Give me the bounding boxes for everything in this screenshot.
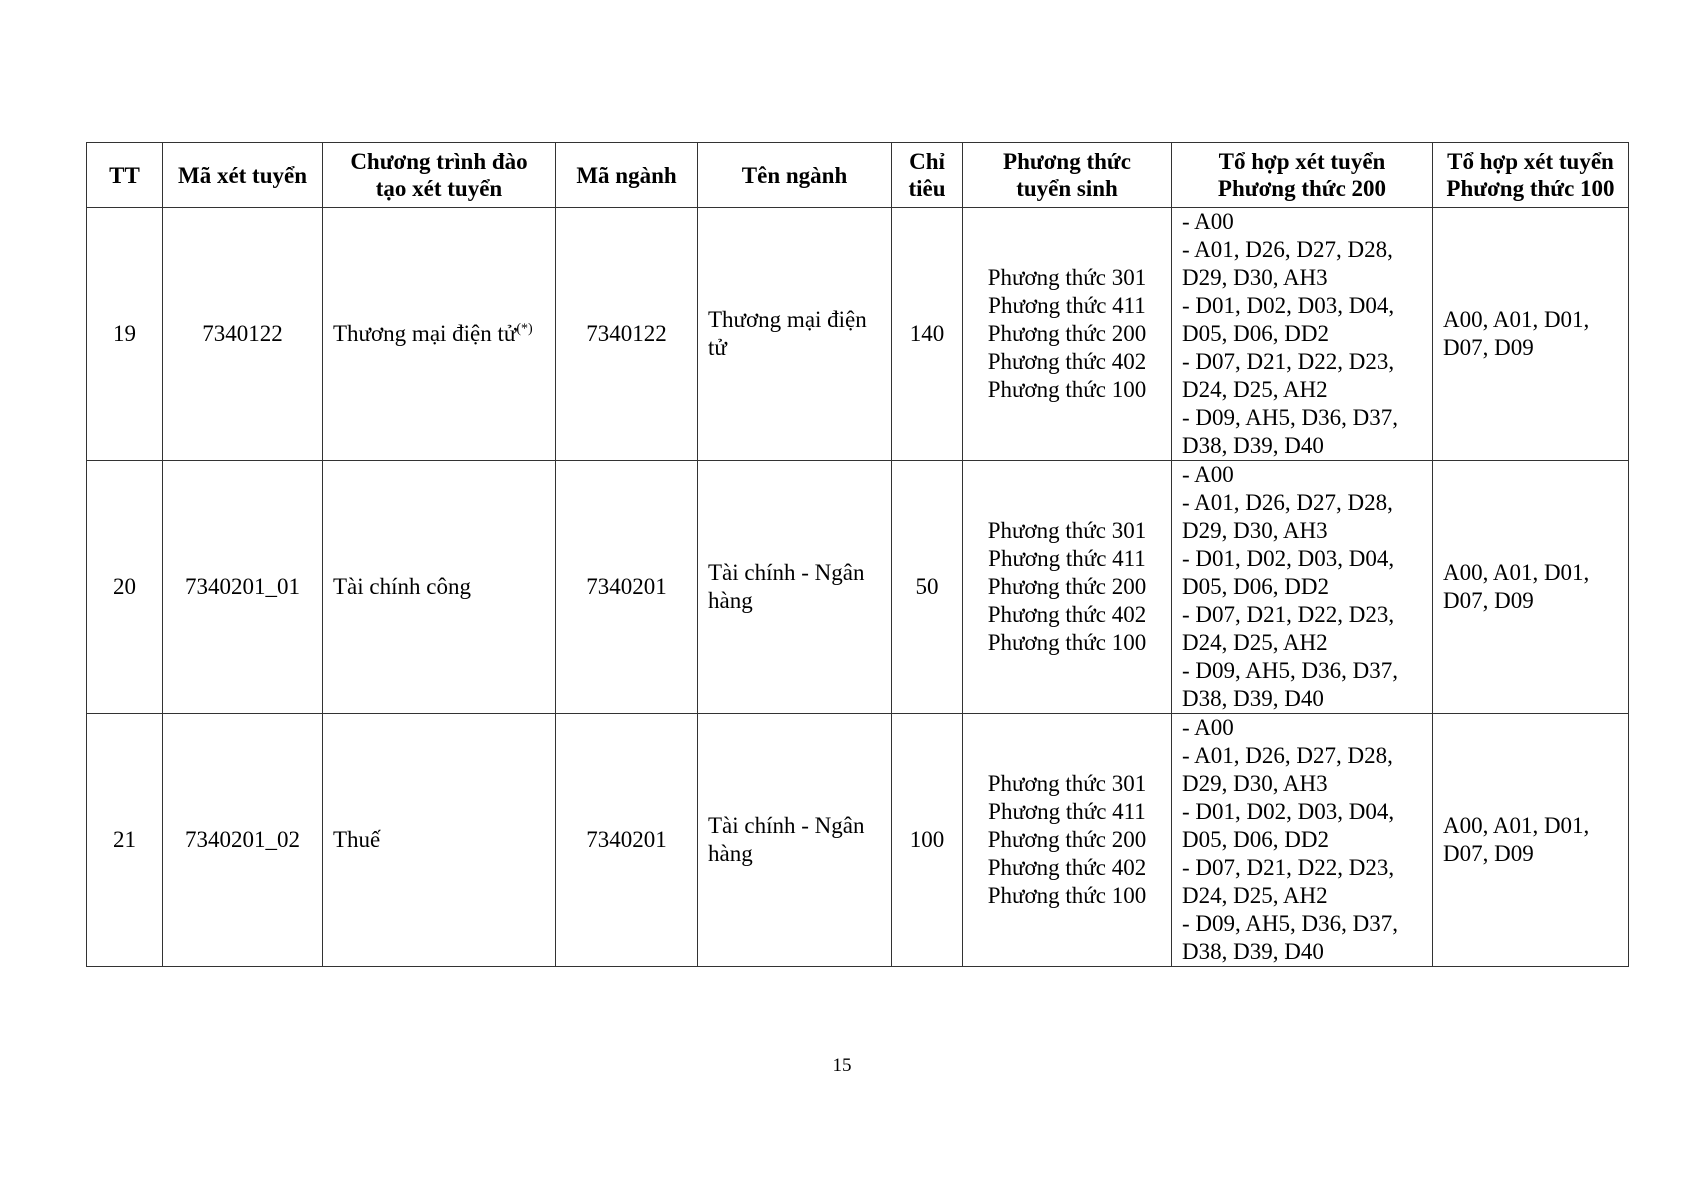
cell-ma-nganh: 7340201 (556, 714, 698, 967)
cell-phuong-thuc (963, 714, 1172, 967)
cell-to-hop-100: A00, A01, D01, D07, D09 (1433, 461, 1629, 714)
method-item: Phương thức 100 (987, 377, 1147, 402)
program-name: Tài chính công (333, 574, 471, 599)
method-item: Phương thức 100 (987, 630, 1147, 655)
combo-item: - D09, AH5, D36, D37, D38, D39, D40 (1182, 911, 1398, 964)
cell-phuong-thuc (963, 208, 1172, 461)
method-item: Phương thức 301 (987, 771, 1147, 796)
cell-tt: 20 (87, 461, 163, 714)
cell-chi-tieu: 50 (892, 461, 963, 714)
cell-ma-xet-tuyen: 7340201_02 (163, 714, 323, 967)
cell-tt: 19 (87, 208, 163, 461)
method-item: Phương thức 301 (987, 518, 1147, 543)
cell-ma-xet-tuyen: 7340201_01 (163, 461, 323, 714)
cell-to-hop-100: A00, A01, D01, D07, D09 (1433, 714, 1629, 967)
combo-item: - A01, D26, D27, D28, D29, D30, AH3 (1182, 490, 1393, 543)
method-item: Phương thức 411 (988, 546, 1146, 571)
combo-item: - D07, D21, D22, D23, D24, D25, AH2 (1182, 349, 1395, 402)
header-chi-tieu: Chỉ tiêu (892, 143, 963, 208)
header-ma-xet-tuyen: Mã xét tuyển (163, 143, 323, 208)
method-item: Phương thức 301 (987, 265, 1147, 290)
page-number: 15 (832, 1055, 852, 1076)
admission-table (86, 142, 1629, 967)
program-footnote-mark: (*) (516, 321, 533, 337)
method-item: Phương thức 411 (988, 293, 1146, 318)
cell-chuong-trinh (323, 714, 556, 967)
cell-ten-nganh: Tài chính - Ngân hàng (698, 714, 892, 967)
method-item: Phương thức 200 (987, 574, 1147, 599)
cell-ten-nganh: Tài chính - Ngân hàng (698, 461, 892, 714)
method-item: Phương thức 200 (987, 321, 1147, 346)
cell-chuong-trinh (323, 461, 556, 714)
combo-item: - A01, D26, D27, D28, D29, D30, AH3 (1182, 237, 1393, 290)
method-item: Phương thức 402 (987, 855, 1147, 880)
method-item: Phương thức 402 (987, 602, 1147, 627)
cell-tt: 21 (87, 714, 163, 967)
combo-item: - D07, D21, D22, D23, D24, D25, AH2 (1182, 855, 1395, 908)
cell-ma-xet-tuyen: 7340122 (163, 208, 323, 461)
program-name: Thuế (333, 827, 381, 852)
cell-chi-tieu: 100 (892, 714, 963, 967)
method-item: Phương thức 411 (988, 799, 1146, 824)
combo-item: - D09, AH5, D36, D37, D38, D39, D40 (1182, 658, 1398, 711)
method-item: Phương thức 402 (987, 349, 1147, 374)
header-chuong-trinh: Chương trình đào tạo xét tuyển (323, 143, 556, 208)
header-ten-nganh: Tên ngành (698, 143, 892, 208)
combo-item: - A01, D26, D27, D28, D29, D30, AH3 (1182, 743, 1393, 796)
cell-ma-nganh: 7340122 (556, 208, 698, 461)
combo-item: - D07, D21, D22, D23, D24, D25, AH2 (1182, 602, 1395, 655)
combo-item: - D01, D02, D03, D04, D05, D06, DD2 (1182, 546, 1395, 599)
combo-item: - A00 (1182, 715, 1234, 740)
cell-ten-nganh: Thương mại điện tử (698, 208, 892, 461)
table-row (87, 208, 1629, 461)
header-ma-nganh: Mã ngành (556, 143, 698, 208)
method-item: Phương thức 200 (987, 827, 1147, 852)
cell-ma-nganh: 7340201 (556, 461, 698, 714)
combo-item: - D01, D02, D03, D04, D05, D06, DD2 (1182, 293, 1395, 346)
cell-chuong-trinh (323, 208, 556, 461)
table-header-row (87, 143, 1629, 208)
combo-item: - D09, AH5, D36, D37, D38, D39, D40 (1182, 405, 1398, 458)
cell-to-hop-200 (1172, 208, 1433, 461)
cell-to-hop-100: A00, A01, D01, D07, D09 (1433, 208, 1629, 461)
header-phuong-thuc: Phương thức tuyển sinh (963, 143, 1172, 208)
cell-chi-tieu: 140 (892, 208, 963, 461)
header-to-hop-100: Tổ hợp xét tuyển Phương thức 100 (1433, 143, 1629, 208)
method-item: Phương thức 100 (987, 883, 1147, 908)
cell-phuong-thuc (963, 461, 1172, 714)
combo-item: - D01, D02, D03, D04, D05, D06, DD2 (1182, 799, 1395, 852)
combo-item: - A00 (1182, 209, 1234, 234)
header-to-hop-200: Tổ hợp xét tuyển Phương thức 200 (1172, 143, 1433, 208)
table-row (87, 461, 1629, 714)
cell-to-hop-200 (1172, 714, 1433, 967)
program-name: Thương mại điện tử (333, 321, 517, 346)
table-row (87, 714, 1629, 967)
cell-to-hop-200 (1172, 461, 1433, 714)
header-tt: TT (87, 143, 163, 208)
combo-item: - A00 (1182, 462, 1234, 487)
